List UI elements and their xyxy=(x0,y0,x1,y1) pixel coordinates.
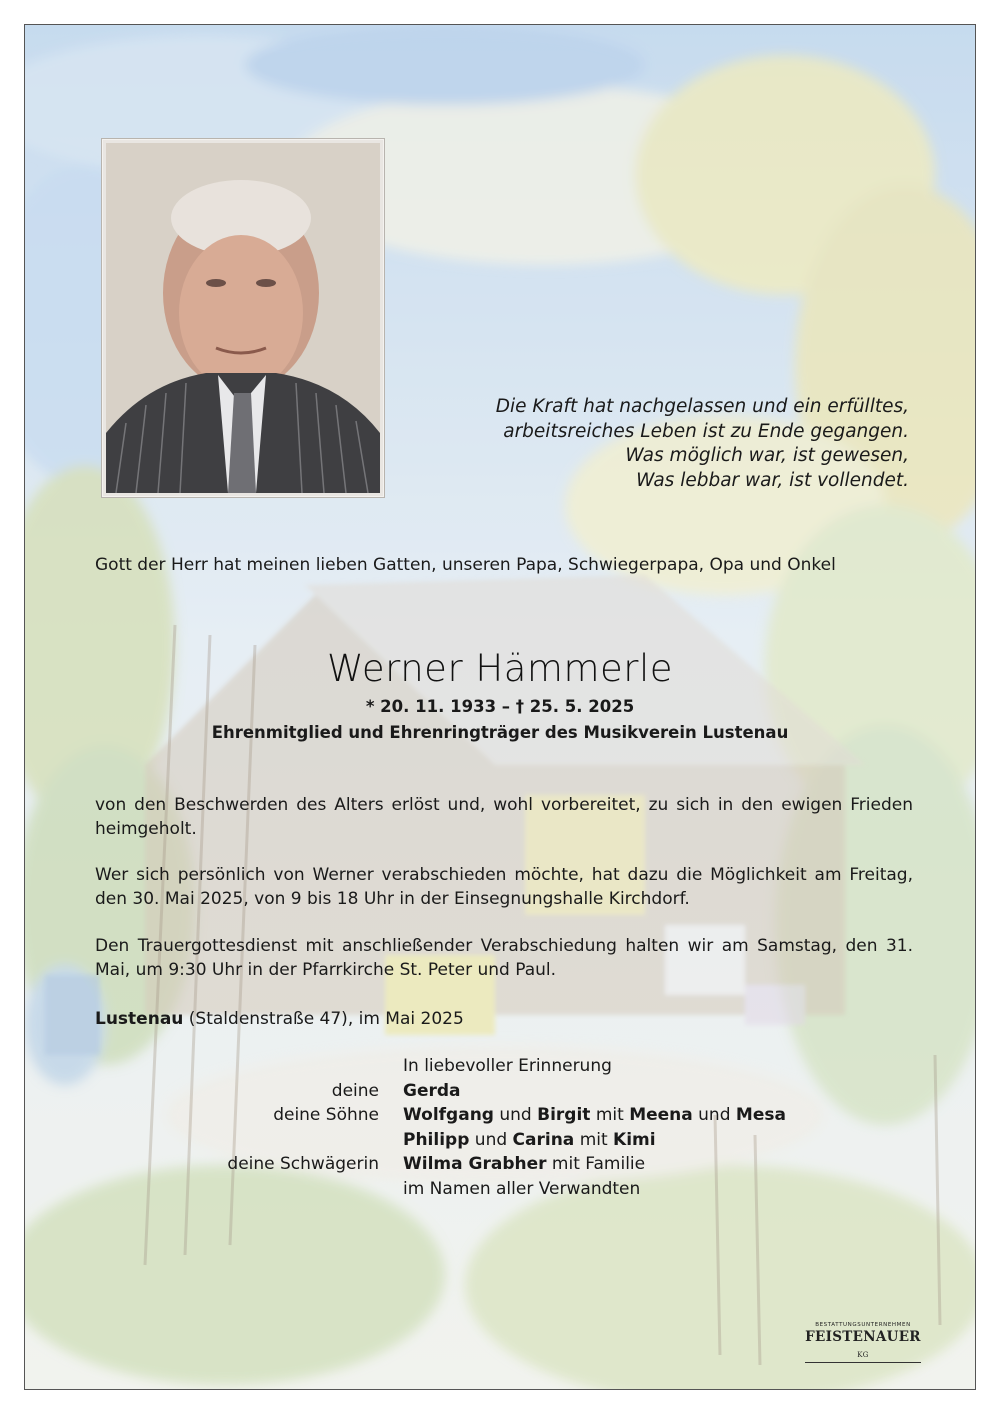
mourner-row xyxy=(403,1103,863,1128)
logo-suffix: KG xyxy=(857,1351,869,1359)
logo-wordmark xyxy=(805,1329,921,1361)
relatives-line: im Namen aller Verwandten xyxy=(403,1178,641,1199)
mourner-row xyxy=(403,1079,863,1104)
mourners-list xyxy=(403,1054,863,1201)
sister-in-law-name: Wilma Grabher xyxy=(403,1154,547,1174)
relation-label: deine Söhne xyxy=(273,1105,379,1125)
partner-name: Birgit xyxy=(537,1105,591,1125)
family-suffix: mit Familie xyxy=(551,1154,646,1174)
logo-tagline: BESTATTUNGSUNTERNEHMEN xyxy=(815,1322,911,1328)
relation-label: deine xyxy=(331,1080,379,1101)
mourner-row xyxy=(403,1128,863,1153)
relation-label xyxy=(95,1128,379,1153)
place-date-line xyxy=(95,1009,464,1029)
portrait-frame xyxy=(101,138,385,498)
grandchild-name: Meena xyxy=(629,1105,693,1125)
memorial-quote xyxy=(389,395,909,493)
address-date: (Staldenstraße 47), im Mai 2025 xyxy=(188,1009,464,1029)
deceased-name: Werner Hämmerle xyxy=(326,647,674,690)
son-name: Wolfgang xyxy=(403,1105,494,1125)
quote-line: Was lebbar war, ist vollendet. xyxy=(636,469,909,491)
logo-underline xyxy=(805,1362,921,1363)
son-name: Philipp xyxy=(403,1129,470,1150)
obituary-card xyxy=(24,24,976,1390)
grandchild-name: Mesa xyxy=(735,1105,786,1125)
portrait-photo xyxy=(106,143,380,493)
body-paragraph: von den Beschwerden des Alters erlöst und, wohl vorbereitet, zu sich in den ewigen Frieden heimgeholt. xyxy=(95,795,913,839)
conjunction: mit xyxy=(595,1105,624,1125)
quote-line: Die Kraft hat nachgelassen und ein erfülltes, xyxy=(495,396,909,417)
partner-name: Carina xyxy=(512,1129,575,1150)
wife-name: Gerda xyxy=(403,1080,461,1101)
relation-spacer xyxy=(95,1054,379,1079)
town-name: Lustenau xyxy=(95,1009,184,1029)
grandchild-name: Kimi xyxy=(613,1129,656,1150)
intro-text: Gott der Herr hat meinen lieben Gatten, unseren Papa, Schwiegerpapa, Opa und Onkel xyxy=(95,555,836,575)
quote-line: Was möglich war, ist gewesen, xyxy=(625,445,909,466)
conjunction: mit xyxy=(579,1129,608,1150)
viewing-paragraph: Wer sich persönlich von Werner verabschieden möchte, hat dazu die Möglichkeit am Freitag, den 30. Mai 2025, von 9 bis 18 Uhr in der Einsegnungshalle Kirchdorf. xyxy=(95,865,913,909)
mourner-row xyxy=(403,1152,863,1177)
conjunction: und xyxy=(698,1105,731,1125)
life-dates: * 20. 11. 1933 – † 25. 5. 2025 xyxy=(365,697,635,716)
conjunction: und xyxy=(499,1105,532,1125)
logo-name: FEISTENAUER xyxy=(805,1329,921,1345)
funeral-home-logo xyxy=(805,1322,921,1359)
honor-title: Ehrenmitglied und Ehrenringträger des Musikverein Lustenau xyxy=(211,723,789,742)
relation-label: deine Schwägerin xyxy=(227,1154,379,1174)
quote-line: arbeitsreiches Leben ist zu Ende gegangen. xyxy=(503,420,909,442)
remembrance-header: In liebevoller Erinnerung xyxy=(403,1056,612,1076)
relation-labels xyxy=(95,1054,379,1177)
service-paragraph: Den Trauergottesdienst mit anschließender Verabschiedung halten wir am Samstag, den 31. Mai, um 9:30 Uhr in der Pfarrkirche St. Peter und Paul. xyxy=(95,936,913,980)
conjunction: und xyxy=(474,1129,508,1150)
